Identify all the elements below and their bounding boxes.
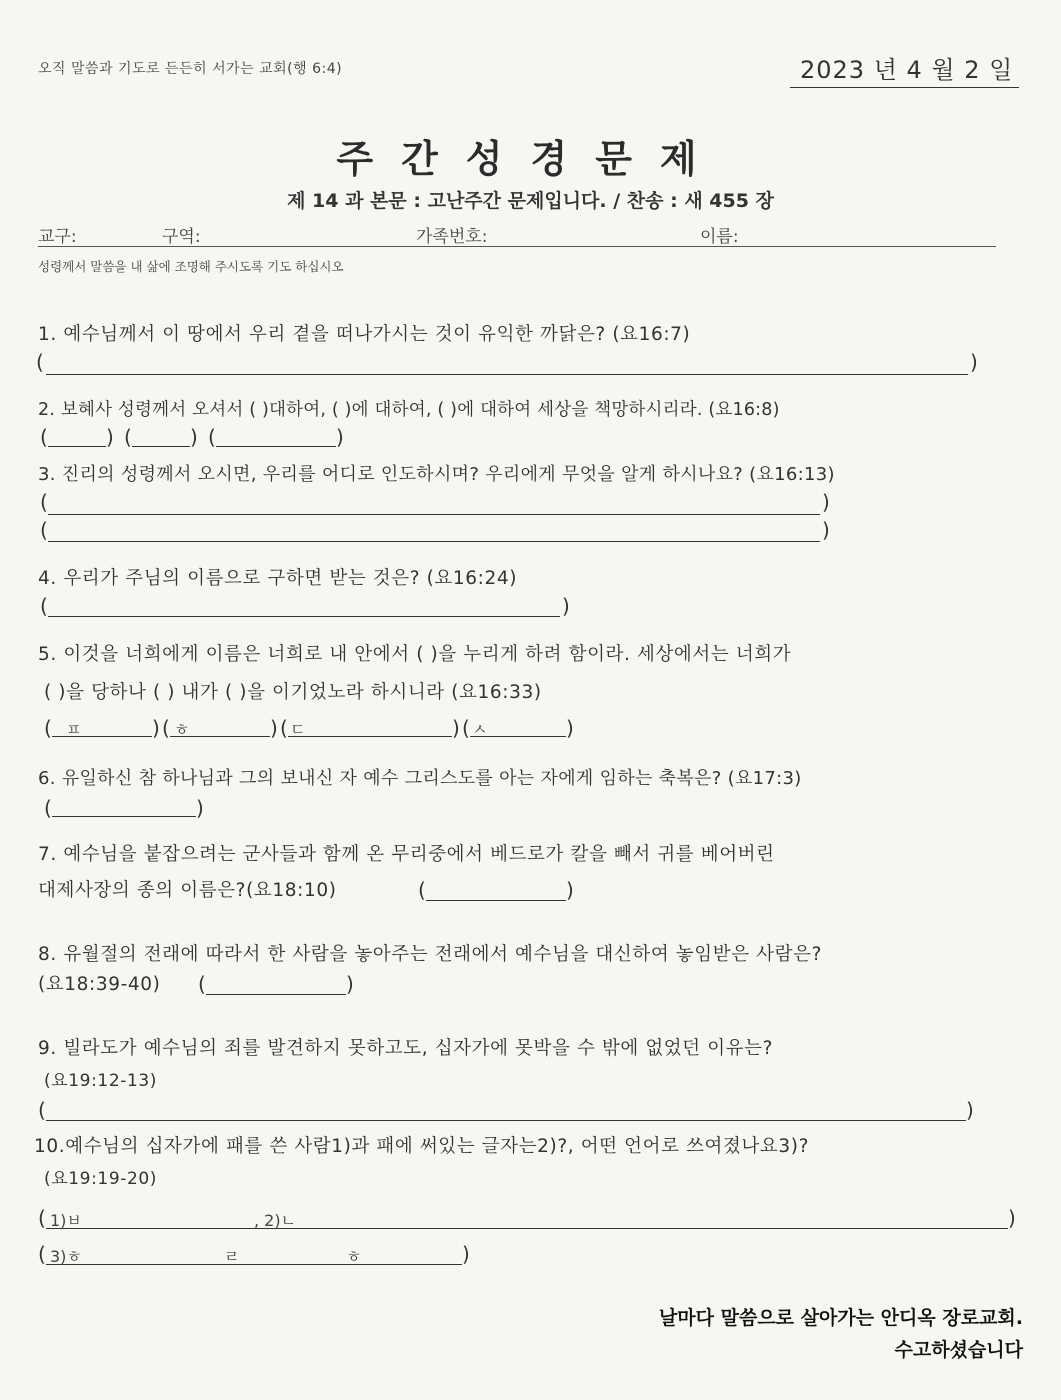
area-label: 구역:: [162, 227, 201, 247]
close-paren: ): [562, 594, 570, 618]
question-5-line2: ( )을 당하나 ( ) 내가 ( )을 이기었노라 하시니라 (요16:33): [44, 682, 542, 703]
open-paren: (: [44, 796, 52, 820]
close-paren: ): [462, 1242, 470, 1266]
question-4: 4. 우리가 주님의 이름으로 구하면 받는 것은? (요16:24): [38, 568, 518, 589]
open-paren: (: [208, 425, 216, 449]
question-2: 2. 보혜사 성령께서 오셔서 ( )대하여, ( )에 대하여, ( )에 대하여 세상을 책망하시리라. (요16:8): [38, 400, 780, 420]
family-number-label: 가족번호:: [416, 227, 488, 247]
closing-message: [659, 1302, 1023, 1366]
open-paren: (: [38, 1206, 46, 1230]
answer-line-4[interactable]: [48, 596, 560, 617]
open-paren: (: [44, 716, 52, 740]
worksheet-date: 2023 년 4 월 2 일: [790, 50, 1019, 88]
page-title: 주간성경문제: [336, 137, 725, 181]
name-label: 이름:: [700, 227, 739, 247]
church-motto: 오직 말씀과 기도로 든든히 서가는 교회(행 6:4): [38, 61, 343, 77]
student-info-row: [38, 222, 996, 247]
close-paren: ): [452, 716, 460, 740]
answer-line-3a[interactable]: [48, 494, 820, 515]
close-paren: ): [822, 490, 830, 514]
close-paren: ): [966, 1098, 974, 1122]
close-paren: ): [346, 972, 354, 996]
close-paren: ): [152, 716, 160, 740]
hint-10-2: , 2)ㄴ: [254, 1211, 297, 1230]
open-paren: (: [40, 518, 48, 542]
open-paren: (: [198, 972, 206, 996]
close-paren: ): [196, 796, 204, 820]
open-paren: (: [38, 1242, 46, 1266]
close-paren: ): [822, 518, 830, 542]
open-paren: (: [280, 716, 288, 740]
close-paren: ): [106, 425, 114, 449]
question-5-line1: 5. 이것을 너희에게 이름은 너희로 내 안에서 ( )을 누리게 하려 함이라. 세상에서는 너희가: [38, 644, 792, 665]
open-paren: (: [40, 490, 48, 514]
answer-line-10a[interactable]: [46, 1208, 1008, 1229]
question-10-line2: (요19:19-20): [44, 1169, 158, 1189]
close-paren: ): [1008, 1206, 1016, 1230]
close-paren: ): [270, 716, 278, 740]
hint-10-3b: ㄹ: [224, 1247, 240, 1266]
answer-line-10b[interactable]: [46, 1244, 462, 1265]
closing-line-1: 날마다 말씀으로 살아가는 안디옥 장로교회.: [658, 1307, 1023, 1329]
open-paren: (: [40, 425, 48, 449]
answer-5c[interactable]: [288, 716, 452, 737]
close-paren: ): [190, 425, 198, 449]
hint-5d: ㅅ: [472, 720, 488, 739]
hint-10-1: 1)ㅂ: [50, 1211, 82, 1230]
hint-5a: ㅍ: [66, 720, 82, 739]
question-7-line2: 대제사장의 종의 이름은?(요18:10): [38, 880, 337, 901]
hint-10-3a: 3)ㅎ: [50, 1247, 82, 1266]
question-1: 1. 예수님께서 이 땅에서 우리 곁을 떠나가시는 것이 유익한 까닭은? (요16:7): [38, 324, 691, 345]
closing-line-2: 수고하셨습니다: [894, 1339, 1023, 1361]
open-paren: (: [40, 594, 48, 618]
open-paren: (: [36, 350, 44, 374]
district-label: 교구:: [38, 227, 77, 247]
close-paren: ): [970, 350, 978, 374]
answer-line-7[interactable]: [426, 880, 566, 901]
answer-line-1[interactable]: [46, 352, 968, 375]
answer-line-6[interactable]: [52, 796, 196, 817]
question-6: 6. 유일하신 참 하나님과 그의 보내신 자 예수 그리스도를 아는 자에게 임하는 축복은? (요17:3): [38, 768, 802, 789]
close-paren: ): [566, 716, 574, 740]
hint-5c: ㄷ: [290, 720, 306, 739]
open-paren: (: [124, 425, 132, 449]
open-paren: (: [418, 878, 426, 902]
answer-line-3b[interactable]: [48, 521, 820, 542]
open-paren: (: [38, 1098, 46, 1122]
question-3: 3. 진리의 성령께서 오시면, 우리를 어디로 인도하시며? 우리에게 무엇을 알게 하시나요? (요16:13): [38, 464, 835, 485]
answer-line-9[interactable]: [46, 1100, 966, 1121]
hint-5b: ㅎ: [174, 720, 190, 739]
question-9-line2: (요19:12-13): [44, 1071, 158, 1091]
question-8-line1: 8. 유월절의 전래에 따라서 한 사람을 놓아주는 전래에서 예수님을 대신하여 놓임받은 사람은?: [38, 944, 822, 965]
close-paren: ): [336, 425, 344, 449]
open-paren: (: [162, 716, 170, 740]
close-paren: ): [566, 878, 574, 902]
open-paren: (: [462, 716, 470, 740]
answer-line-8[interactable]: [206, 974, 346, 995]
question-9-line1: 9. 빌라도가 예수님의 죄를 발견하지 못하고도, 십자가에 못박을 수 밖에 없었던 이유는?: [38, 1038, 774, 1059]
answer-2a[interactable]: [48, 426, 106, 447]
answer-2b[interactable]: [132, 426, 190, 447]
question-7-line1: 7. 예수님을 붙잡으려는 군사들과 함께 온 무리중에서 베드로가 칼을 빼서 귀를 베어버린: [38, 844, 775, 865]
hint-10-3c: ㅎ: [346, 1247, 362, 1266]
question-8-line2: (요18:39-40): [38, 974, 161, 995]
question-10-line1: 10.예수님의 십자가에 패를 쓴 사람1)과 패에 써있는 글자는2)?, 어떤 언어로 쓰여졌나요3)?: [34, 1136, 809, 1157]
lesson-subtitle: 제 14 과 본문 : 고난주간 문제입니다. / 찬송 : 새 455 장: [287, 190, 774, 212]
prayer-instruction: 성령께서 말씀을 내 삶에 조명해 주시도록 기도 하십시오: [38, 259, 344, 274]
answer-2c[interactable]: [216, 426, 336, 447]
